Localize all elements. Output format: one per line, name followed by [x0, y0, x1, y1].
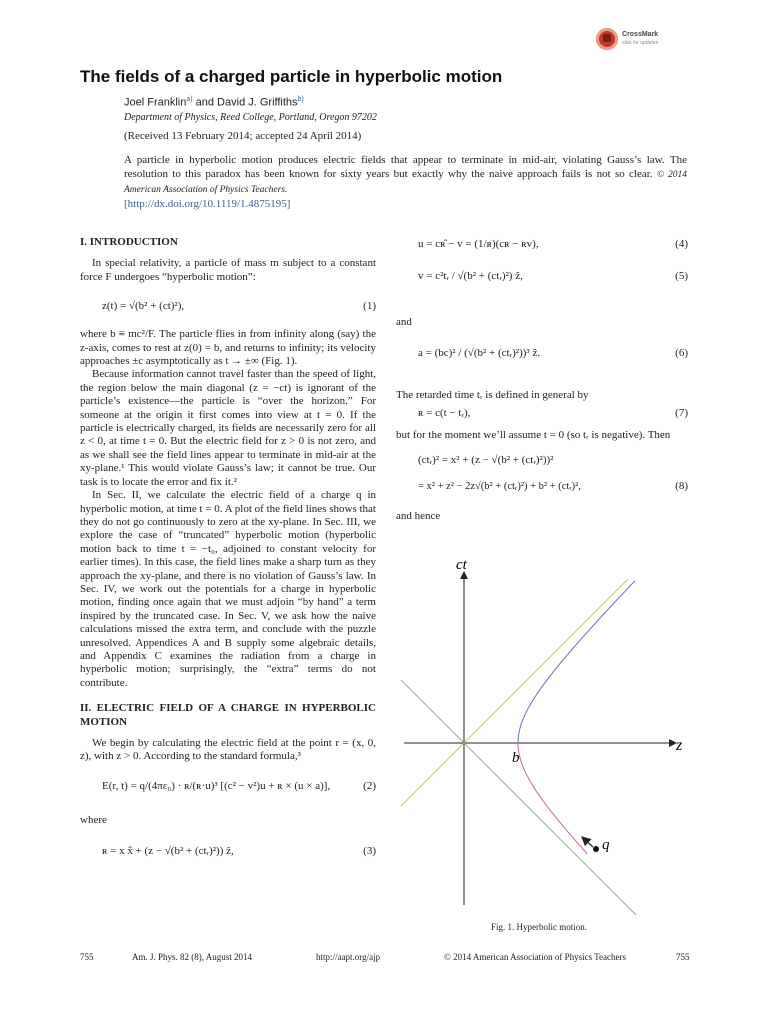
left-column [80, 236, 376, 867]
crossmark-badge[interactable] [596, 28, 666, 52]
retarded-time-text: The retarded time tᵣ is defined in general by [396, 389, 589, 402]
equation-8-line-2: = x² + z² − 2z√(b² + (ctᵣ)²) + b² + (ctᵣ)², [418, 481, 581, 493]
footer-journal: Am. J. Phys. 82 (8), August 2014 [132, 952, 253, 962]
charge-q-dot [593, 846, 599, 852]
equation-6-number: (6) [675, 347, 688, 360]
equation-2-number: (2) [363, 779, 376, 792]
doi-link[interactable]: [http://dx.doi.org/10.1119/1.4875195] [124, 198, 291, 210]
equation-7: ʀ = c(t − tᵣ), [418, 406, 471, 419]
z-axis-label: z [676, 737, 683, 754]
section-2-paragraph-1: We begin by calculating the electric field at the point r = (x, 0, z), with z > 0. According to the standard formula,³ [80, 737, 376, 763]
equation-4-block [396, 232, 688, 258]
equation-1-block [80, 290, 376, 328]
moment-text: but for the moment we’ll assume t = 0 (so tᵣ is negative). Then [396, 428, 671, 441]
intro-paragraph-3: Because information cannot travel faster than the speed of light, the region below the main diagonal (z = −ct) is ignorant of the particle’s existence—the particle is “over the horizon.” For someone at the origin it first comes into view at t = 0. If the particle is electrically charged, its fields are necessarily zero for all z < 0, at time t = 0. But the electric field for z > 0 is not zero, and as we shall see the field lines appear to terminate in mid-air at the xy-plane.¹ This would violate Gauss’s law; it cannot be true. Our task is to locate the error and fix it.² [80, 368, 376, 488]
intro-paragraph-4: In Sec. II, we calculate the electric field of a charge q in hyperbolic motion, at time t = 0. A plot of the field lines shows that they do not go continuously to zero at the xy-plane. In Sec. III, we explore the case of “truncated” hyperbolic motion (hyperbolic motion back to time t = −t₀, adjoined to constant velocity for earlier times). In this case, the field lines make a sharp turn as they approach the xy-plane, and there is no violation of Gauss’s law. In Sec. IV, we work out the potentials for a charge in hyperbolic motion, finding once again that we must adjoin “by hand” a term inspired by the truncated case. In Sec. V, we ask how the naive calculations missed the extra term, and conclude with the puzzle unresolved. Appendices A and B supply some algebraic details, and Appendix C examines the radiation from a charge in hyperbolic motion; surprisingly, the “extra” terms do not contribute. [80, 489, 376, 689]
equation-5-block [396, 258, 688, 306]
crossmark-label: CrossMark [622, 31, 659, 38]
equation-5-number: (5) [675, 270, 688, 282]
abstract-text: A particle in hyperbolic motion produces electric fields that appear to terminate in mid-air, violating Gauss’s law. The resolution to this paradox has been known for sixty years but exactly why the naive approach fails is not so clear. [124, 154, 687, 180]
equation-4-number: (4) [675, 238, 688, 250]
author-franklin: Joel Franklin [124, 96, 187, 109]
diagonal-falling [401, 680, 636, 915]
equation-1: z(t) = √(b² + (ct)²), [102, 300, 185, 313]
equation-7-block [396, 403, 688, 425]
ct-axis-label: ct [456, 557, 467, 573]
received-dates: (Received 13 February 2014; accepted 24 April 2014) [124, 130, 362, 142]
crossmark-icon [596, 28, 618, 50]
figure-1-hyperbolic-motion [396, 550, 688, 915]
crossmark-sub: click for updates [622, 40, 659, 46]
equation-8-block [396, 442, 688, 504]
abstract-copyright: © 2014 American Association of Physics Teachers. [124, 170, 687, 195]
figure-1-caption: Fig. 1. Hyperbolic motion. [491, 922, 587, 932]
equation-3: ʀ = x x̂ + (z − √(b² + (ctᵣ)²)) ẑ, [102, 845, 234, 858]
equation-8-number: (8) [675, 480, 688, 493]
affiliation: Department of Physics, Reed College, Portland, Oregon 97202 [124, 112, 377, 123]
footnote-b-link[interactable]: b) [297, 96, 304, 103]
footer-page-right: 755 [676, 952, 690, 962]
equation-6: a = (bc)² / (√(b² + (ctᵣ)²))³ ẑ. [418, 347, 541, 360]
equation-7-number: (7) [675, 406, 688, 419]
footer-copyright: © 2014 American Association of Physics Teachers [444, 952, 627, 962]
intro-paragraph-2: where b ≡ mc²/F. The particle flies in from infinity along (say) the z-axis, comes to rest at z(0) = b, and returns to infinity; its velocity approaches ±c asymptotically as t → ±∞ (Fig. 1). [80, 328, 376, 368]
right-column [396, 232, 688, 524]
equation-8-line-1: (ctᵣ)² = x² + (z − √(b² + (ctᵣ)²))² [418, 454, 554, 467]
equation-4: u = cʀ̂ − v = (1/ʀ)(cʀ − ʀv), [418, 238, 539, 250]
equation-6-block [396, 329, 688, 385]
equation-3-block [80, 833, 376, 867]
where-text: where [80, 813, 107, 826]
hyperbola-lower-branch [518, 743, 587, 854]
footnote-a-link[interactable]: a) [186, 96, 193, 103]
footer-url[interactable]: http://aapt.org/ajp [316, 952, 381, 962]
equation-2: E(r, t) = q/(4πε₀) · ʀ/(ʀ·u)³ [(c² − v²)u + ʀ × (u × a)], [102, 779, 331, 792]
b-label: b [512, 750, 520, 766]
equation-2-block [80, 768, 376, 808]
equation-3-number: (3) [363, 845, 376, 858]
abstract [124, 153, 687, 211]
equation-5: v = c²tᵣ / √(b² + (ctᵣ)²) ẑ, [418, 270, 523, 282]
footer-page-left: 755 [80, 952, 94, 962]
section-2-heading: II. ELECTRIC FIELD OF A CHARGE IN HYPERBOLIC MOTION [80, 702, 376, 728]
section-1-heading: I. INTRODUCTION [80, 236, 178, 248]
q-label: q [602, 837, 610, 853]
equation-1-number: (1) [363, 300, 376, 313]
velocity-arrow [582, 837, 593, 847]
paper-title: The fields of a charged particle in hyperbolic motion [80, 67, 503, 86]
hyperbola-upper-branch [518, 581, 635, 743]
diagonal-rising [401, 579, 628, 806]
intro-paragraph-1: In special relativity, a particle of mass m subject to a constant force F undergoes “hyperbolic motion”: [80, 257, 376, 283]
and-text: and [396, 316, 412, 328]
authors [124, 96, 304, 109]
author-griffiths: and David J. Griffiths [192, 96, 298, 109]
hence-text: and hence [396, 510, 441, 523]
